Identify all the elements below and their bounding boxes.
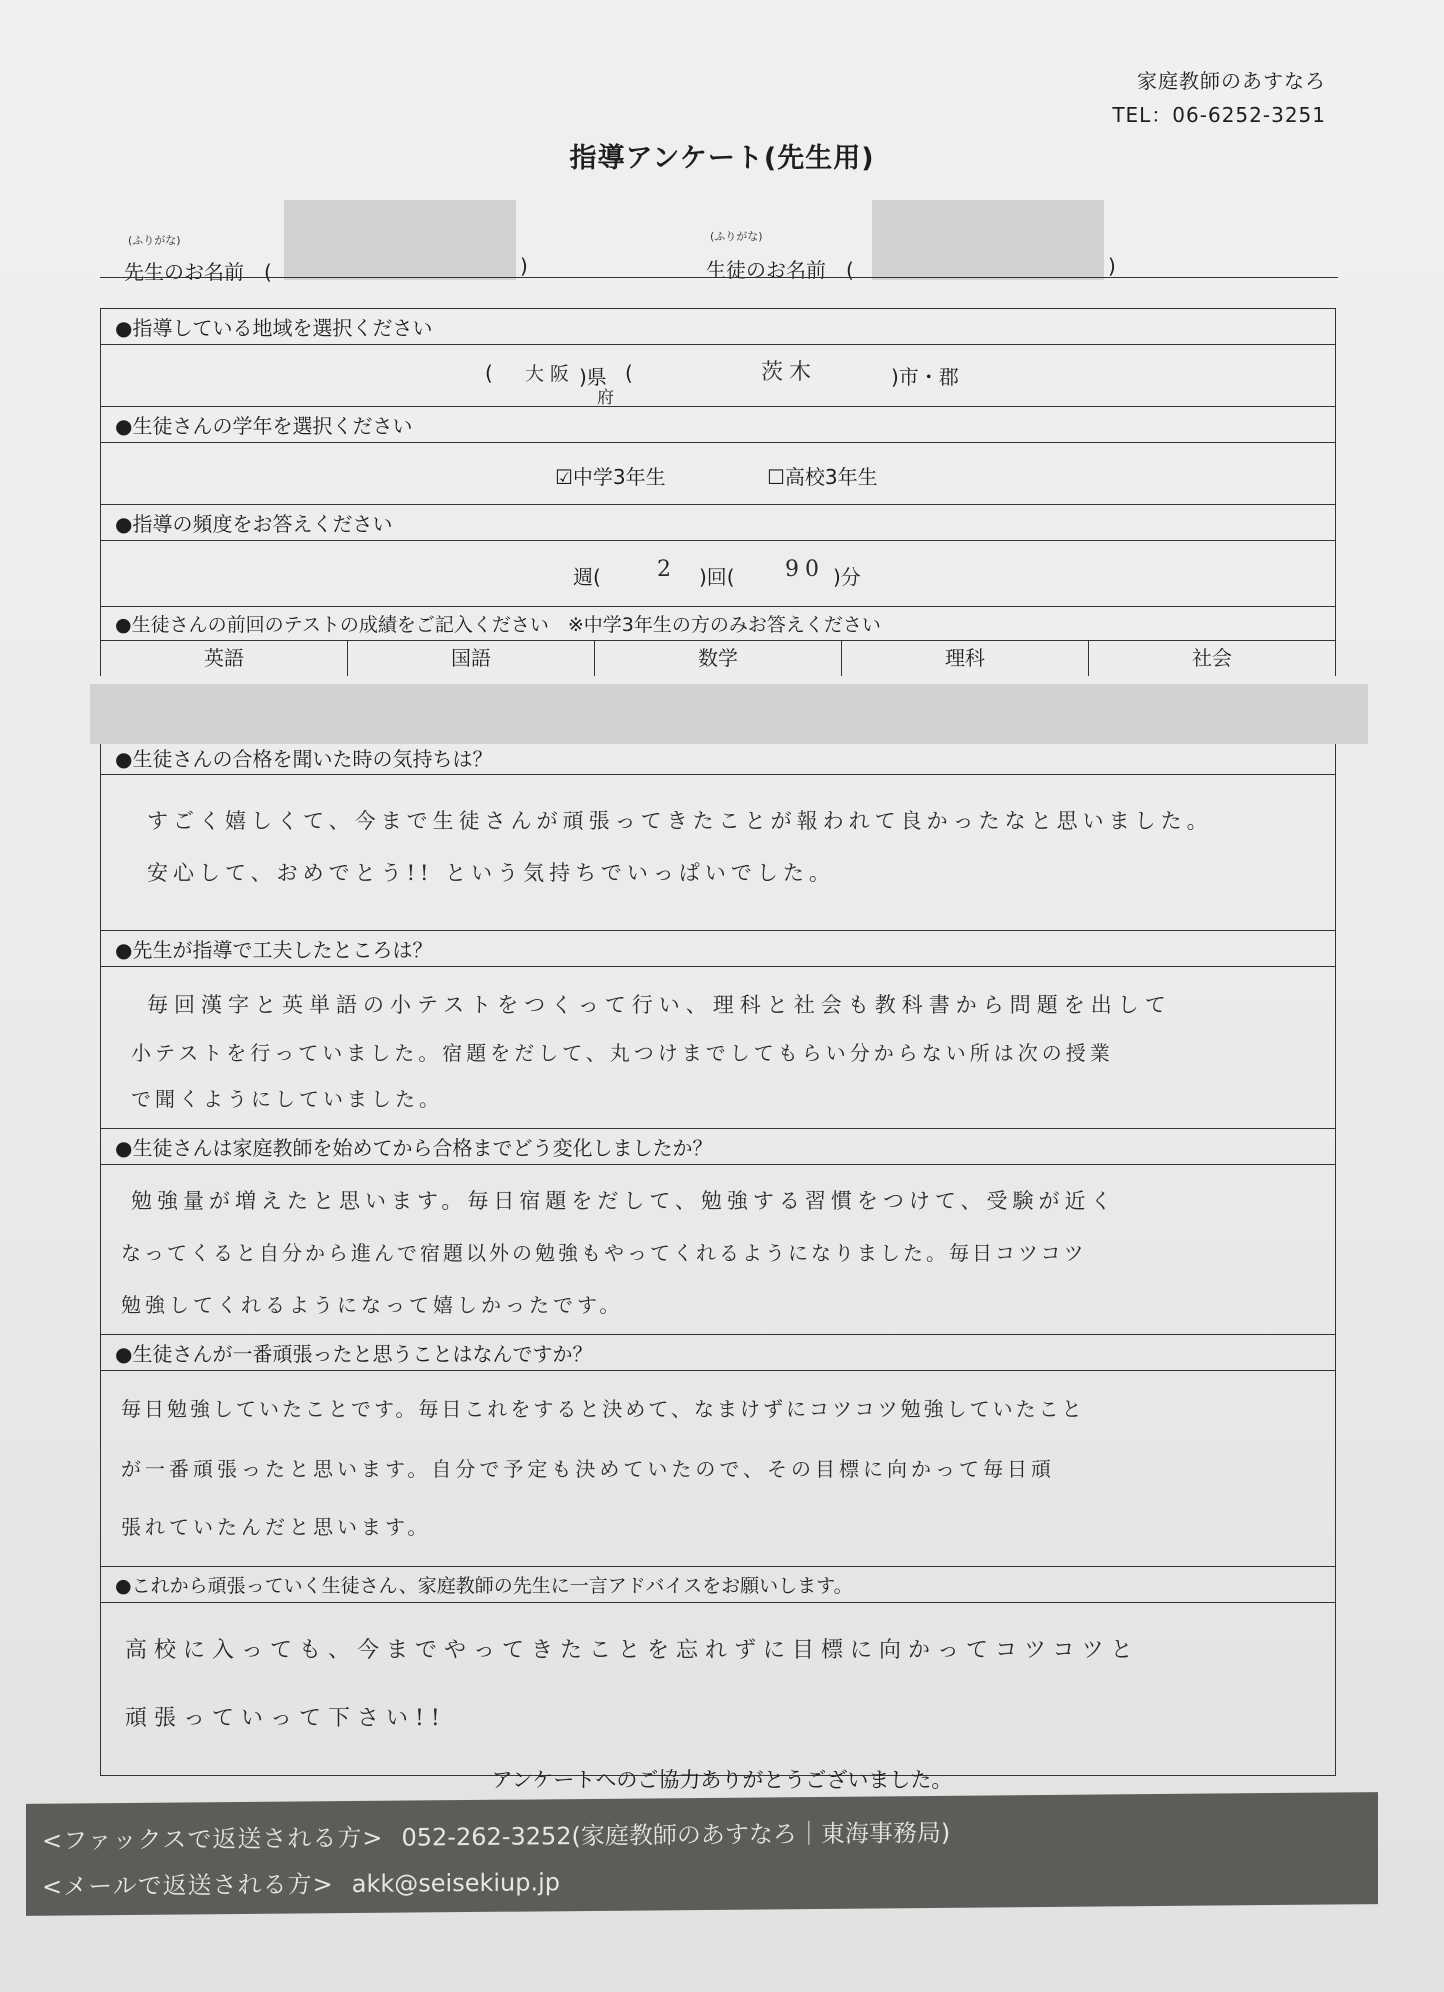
q2-heading: ●先生が指導で工夫したところは？	[100, 930, 1336, 966]
subject-english: 英語	[101, 641, 348, 676]
scores-redaction	[90, 684, 1368, 744]
frequency-heading: ●指導の頻度をお答えください	[100, 504, 1336, 540]
page-title: 指導アンケート(先生用)	[569, 143, 875, 174]
mail-return-label: <メールで返送される方>	[42, 1870, 334, 1901]
q2-line-2: 小テストを行っていました。宿題をだして、丸つけまでしてもらい分からない所は次の授業	[131, 1041, 1114, 1065]
company-block	[1112, 64, 1326, 132]
q5-line-1: 高校に入っても、今までやってきたことを忘れずに目標に向かってコツコツと	[125, 1638, 1140, 1663]
fax-return-label: <ファックスで返送される方>	[42, 1823, 384, 1855]
q1-line-1: すごく嬉しくて、今まで生徒さんが頑張ってきたことが報われて良かったなと思いました。	[147, 809, 1213, 833]
q1-line-2: 安心して、おめでとう!! という気持ちでいっぱいでした。	[147, 861, 835, 885]
survey-form	[100, 308, 1336, 1776]
city-suffix: )市・郡	[891, 365, 959, 389]
q3-heading: ●生徒さんは家庭教師を始めてから合格までどう変化しましたか？	[100, 1128, 1336, 1164]
subject-japanese: 国語	[348, 641, 595, 676]
q2-line-1: 毎回漢字と英単語の小テストをつくって行い、理科と社会も教科書から問題を出して	[147, 993, 1172, 1017]
company-name: 家庭教師のあすなろ	[1137, 69, 1326, 93]
q1-answer	[100, 774, 1336, 930]
scores-heading: ●生徒さんの前回のテストの成績をご記入ください ※中学3年生の方のみお答えください	[100, 606, 1336, 640]
q2-answer	[100, 966, 1336, 1128]
q3-answer	[100, 1164, 1336, 1334]
prefecture-value: 大阪	[525, 363, 576, 385]
q3-line-3: 勉強してくれるようになって嬉しかったです。	[121, 1293, 624, 1317]
q4-heading: ●生徒さんが一番頑張ったと思うことはなんですか？	[100, 1334, 1336, 1370]
return-info-band	[26, 1792, 1378, 1916]
student-name-label: 生徒のお名前 (	[706, 258, 854, 282]
mail-address: akk@seisekiup.jp	[351, 1868, 561, 1899]
subject-social: 社会	[1192, 646, 1232, 670]
q1-heading: ●生徒さんの合格を聞いた時の気持ちは？	[100, 740, 1336, 774]
q4-line-3: 張れていたんだと思います。	[121, 1515, 432, 1539]
region-paren-open: (	[485, 361, 493, 385]
teacher-furigana-label: (ふりがな)	[128, 234, 181, 247]
subject-math: 数学	[595, 641, 842, 676]
student-name-redaction	[872, 200, 1104, 280]
prefecture-circled: 府	[597, 388, 620, 408]
q4-line-2: が一番頑張ったと思います。自分で予定も決めていたので、その目標に向かって毎日頑	[121, 1457, 1055, 1481]
q5-line-2: 頑張っていって下さい!!	[125, 1706, 447, 1731]
q4-line-1: 毎日勉強していたことです。毎日これをすると決めて、なまけずにコツコツ勉強していたこと	[121, 1397, 1085, 1421]
region-answer	[100, 344, 1336, 406]
q3-line-2: なってくると自分から進んで宿題以外の勉強もやってくれるようになりました。毎日コツコツ	[121, 1241, 1087, 1265]
frequency-kai-label: )回(	[699, 565, 735, 589]
teacher-name-redaction	[284, 200, 516, 280]
frequency-answer	[100, 540, 1336, 606]
frequency-fun-label: )分	[833, 565, 861, 589]
frequency-minutes-value: 90	[785, 557, 825, 582]
city-value: 茨木	[761, 360, 818, 385]
student-furigana-label: (ふりがな)	[710, 230, 763, 243]
frequency-times-value: 2	[657, 557, 677, 582]
prefecture-suffix: )県	[579, 365, 607, 389]
grade-heading: ●生徒さんの学年を選択ください	[100, 406, 1336, 442]
student-name-close: )	[1108, 254, 1116, 278]
scores-subject-row	[100, 640, 1336, 676]
q4-answer	[100, 1370, 1336, 1566]
teacher-name-label: 先生のお名前 (	[124, 260, 272, 284]
q2-line-3: で聞くようにしていました。	[131, 1087, 443, 1111]
thanks-message: アンケートへのご協力ありがとうございました。	[491, 1768, 953, 1792]
subject-science: 理科	[842, 641, 1089, 676]
teacher-name-close: )	[520, 254, 528, 278]
q5-heading: ●これから頑張っていく生徒さん、家庭教師の先生に一言アドバイスをお願いします。	[100, 1566, 1336, 1602]
frequency-week-label: 週(	[573, 565, 601, 589]
region-heading: ●指導している地域を選択ください	[100, 308, 1336, 344]
name-underline	[100, 277, 1338, 278]
q5-answer	[100, 1602, 1336, 1776]
grade-answer	[100, 442, 1336, 504]
company-tel: TEL：06-6252-3251	[1112, 103, 1326, 127]
fax-number: 052-262-3252(家庭教師のあすなろ｜東海事務局)	[401, 1818, 951, 1852]
grade-option-middle3: ☑中学3年生	[555, 465, 666, 489]
q3-line-1: 勉強量が増えたと思います。毎日宿題をだして、勉強する習慣をつけて、受験が近く	[131, 1189, 1117, 1213]
city-paren-open: (	[625, 361, 633, 385]
grade-option-high3: ☐高校3年生	[767, 465, 878, 489]
